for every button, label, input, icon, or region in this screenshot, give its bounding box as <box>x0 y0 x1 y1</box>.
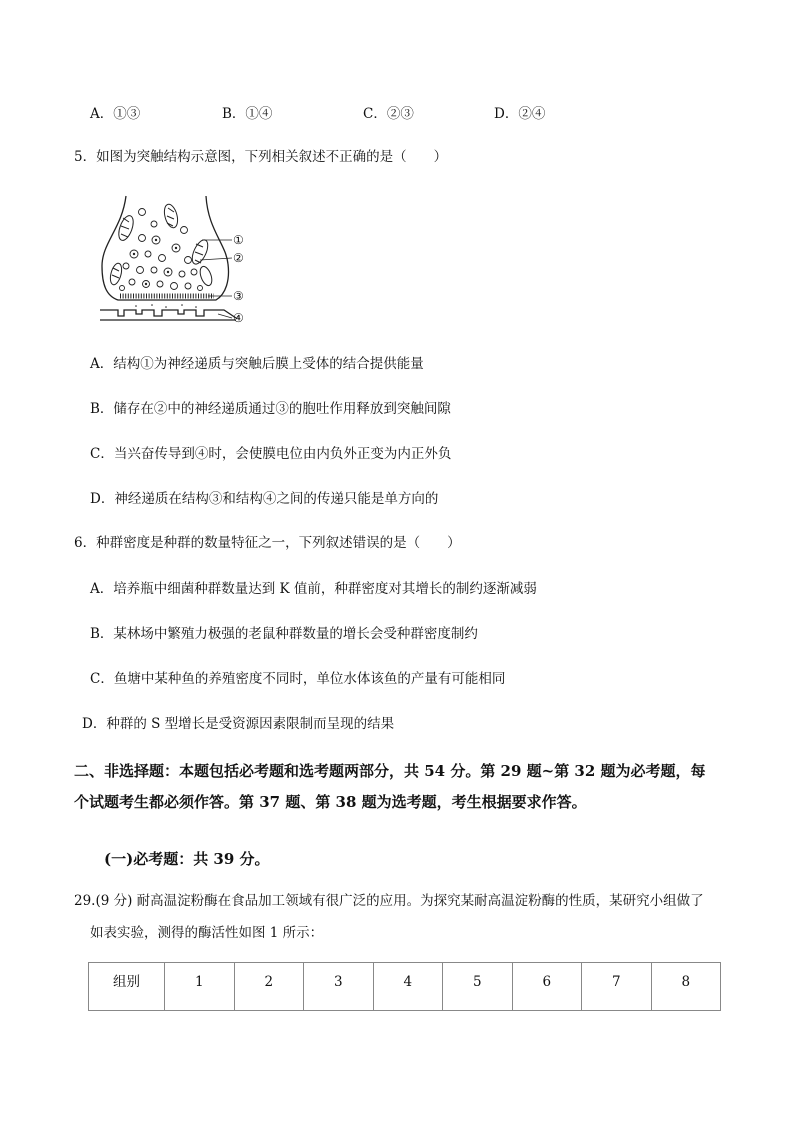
q5-option-a: A．结构①为神经递质与突触后膜上受体的结合提供能量 <box>90 356 424 372</box>
q5-option-b: B．储存在②中的神经递质通过③的胞吐作用释放到突触间隙 <box>90 401 451 417</box>
q4-option-b: B．①④ <box>222 106 273 122</box>
q4-option-d: D．②④ <box>494 106 546 122</box>
table-header-cell: 5 <box>443 963 513 1011</box>
figure-label-2: ② <box>233 251 244 265</box>
table-header-cell: 2 <box>234 963 304 1011</box>
section2-subheading: (一)必考题：共 39 分。 <box>104 850 270 868</box>
q4-option-a: A．①③ <box>90 106 141 122</box>
table-header-cell: 3 <box>304 963 374 1011</box>
table-header-cell: 1 <box>165 963 235 1011</box>
q6-option-d: D．种群的 S 型增长是受资源因素限制而呈现的结果 <box>82 716 395 732</box>
q6-option-a: A．培养瓶中细菌种群数量达到 K 值前，种群密度对其增长的制约逐渐减弱 <box>90 581 537 597</box>
section2-heading-line2: 个试题考生都必须作答。第 37 题、第 38 题为选考题，考生根据要求作答。 <box>74 793 587 811</box>
q5-stem: 5．如图为突触结构示意图，下列相关叙述不正确的是（ ） <box>74 149 448 165</box>
q6-stem: 6．种群密度是种群的数量特征之一，下列叙述错误的是（ ） <box>74 535 461 551</box>
table-header-cell: 组别 <box>89 963 165 1011</box>
q5-option-c: C．当兴奋传导到④时，会使膜电位由内负外正变为内正外负 <box>90 446 452 462</box>
q6-option-b: B．某林场中繁殖力极强的老鼠种群数量的增长会受种群密度制约 <box>90 626 478 642</box>
synapse-figure <box>96 188 276 328</box>
q29-stem-line1: 29.(9 分) 耐高温淀粉酶在食品加工领域有很广泛的应用。为探究某耐高温淀粉酶的性质，某研究小组做了 <box>74 893 704 909</box>
q29-table <box>88 962 721 1011</box>
figure-label-4: ④ <box>233 311 244 325</box>
table-header-cell: 7 <box>582 963 652 1011</box>
q4-option-c: C．②③ <box>363 106 414 122</box>
q6-option-c: C．鱼塘中某种鱼的养殖密度不同时，单位水体该鱼的产量有可能相同 <box>90 671 506 687</box>
table-header-cell: 4 <box>373 963 443 1011</box>
figure-label-3: ③ <box>233 289 244 303</box>
q29-stem-line2: 如表实验，测得的酶活性如图 1 所示： <box>90 925 324 941</box>
table-header-cell: 6 <box>512 963 582 1011</box>
table-row <box>89 963 721 1011</box>
section2-heading-line1: 二、非选择题：本题包括必考题和选考题两部分，共 54 分。第 29 题~第 32 题为必考题，每 <box>74 762 706 780</box>
q5-option-d: D．神经递质在结构③和结构④之间的传递只能是单方向的 <box>90 491 439 507</box>
figure-label-1: ① <box>233 233 244 247</box>
table-header-cell: 8 <box>651 963 721 1011</box>
